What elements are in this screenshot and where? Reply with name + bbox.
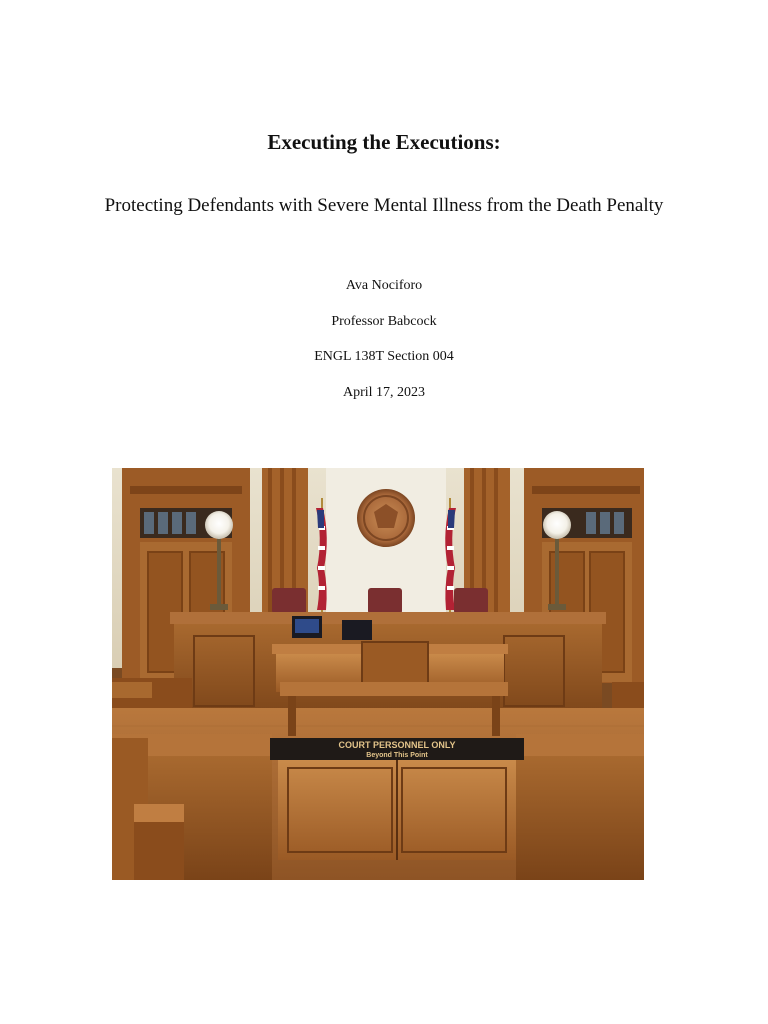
sign-line-2: Beyond This Point (366, 752, 428, 759)
document-subtitle: Protecting Defendants with Severe Mental Illness from the Death Penalty (104, 195, 664, 216)
document-title: Executing the Executions: (267, 130, 501, 154)
course-section: ENGL 138T Section 004 (314, 349, 454, 364)
judge-chair (368, 588, 402, 614)
professor-name: Professor Babcock (331, 314, 437, 329)
document-date: April 17, 2023 (342, 385, 426, 400)
courtroom-photo (112, 468, 644, 880)
lamp-icon (543, 511, 571, 539)
monitor-icon (342, 620, 372, 640)
sign-line-1: COURT PERSONNEL ONLY (338, 740, 456, 750)
author-name: Ava Nociforo (345, 278, 423, 293)
lamp-icon (205, 511, 233, 539)
judge-chair (454, 588, 488, 614)
judge-chair (272, 588, 306, 614)
